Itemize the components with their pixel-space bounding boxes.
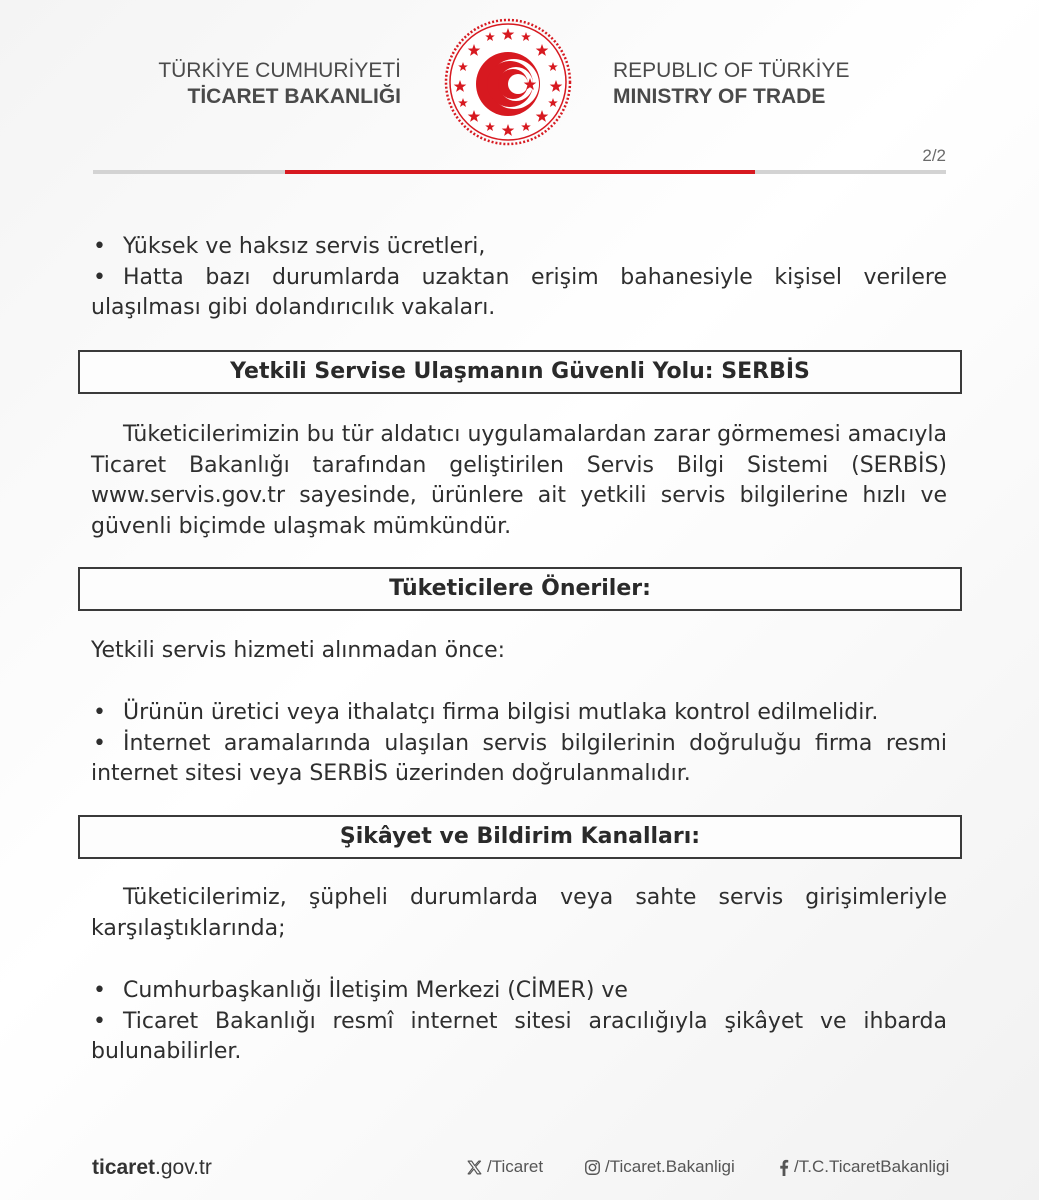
section-serbis-paragraph: Tüketicilerimizin bu tür aldatıcı uygulamalardan zarar görmemesi amacıyla Ticaret Bakanlığı tarafından geliştirilen Servis Bilgi Sistemi (SERBİS) www.servis.gov.tr sayesinde, ürünlere ait yetkili servis bilgilerine hızlı ve güvenli biçimde ulaşmak mümkündür. (91, 422, 947, 539)
facebook-logo-icon (778, 1159, 790, 1176)
header-tr-line2: TİCARET BAKANLIĞI (187, 85, 401, 108)
footer-website-link[interactable] (92, 1156, 212, 1180)
list-item-text: Yüksek ve haksız servis ücretleri, (123, 234, 486, 259)
header-divider-accent (285, 170, 755, 174)
list-item-text: Hatta bazı durumlarda uzaktan erişim bahanesiyle kişisel verilere ulaşılması gibi dolandırıcılık vakaları. (91, 264, 947, 320)
list-item-text: İnternet aramalarında ulaşılan servis bilgilerinin doğruluğu firma resmi internet sitesi veya SERBİS üzerinden doğrulanmalıdır. (91, 730, 947, 786)
list-item (91, 1007, 947, 1068)
ministry-emblem-icon (444, 18, 572, 146)
footer-instagram-handle: /Ticaret.Bakanligi (605, 1157, 735, 1176)
x-logo-icon (466, 1159, 483, 1176)
footer-instagram-link[interactable] (584, 1157, 735, 1177)
footer-website-domain: .gov.tr (155, 1156, 212, 1179)
footer-website-bold: ticaret (92, 1156, 156, 1179)
section-recommendations-lead: Yetkili servis hizmeti alınmadan önce: (91, 638, 506, 663)
list-item (91, 232, 947, 263)
page-indicator: 2/2 (922, 146, 946, 165)
list-item (91, 698, 947, 729)
section-complaints-paragraph: Tüketicilerimiz, şüpheli durumlarda veya sahte servis girişimleriyle karşılaştıklarında; (91, 885, 947, 941)
footer-facebook-link[interactable] (778, 1157, 949, 1177)
page-header (0, 0, 1039, 165)
list-item-text: Cumhurbaşkanlığı İletişim Merkezi (CİMER) ve (123, 978, 628, 1003)
instagram-logo-icon (584, 1159, 601, 1176)
header-en-title (613, 58, 850, 110)
header-en-line1: REPUBLIC OF TÜRKİYE (613, 59, 850, 82)
header-tr-line1: TÜRKİYE CUMHURİYETİ (158, 59, 401, 82)
bullet-icon: • (93, 730, 106, 756)
bullet-icon: • (93, 700, 106, 725)
list-item-text: Ticaret Bakanlığı resmî internet sitesi aracılığıyla şikâyet ve ihbarda bulunabilirler. (91, 1008, 947, 1064)
complaints-bullet-list (91, 976, 947, 1068)
section-title-recommendations: Tüketicilere Öneriler: (78, 567, 962, 611)
list-item-text: Ürünün üretici veya ithalatçı firma bilgisi mutlaka kontrol edilmelidir. (123, 700, 879, 725)
recommendations-bullet-list (91, 698, 947, 790)
section-title-serbis: Yetkili Servise Ulaşmanın Güvenli Yolu: SERBİS (78, 350, 962, 394)
bullet-icon: • (93, 978, 106, 1003)
header-tr-title (158, 58, 401, 110)
footer-facebook-handle: /T.C.TicaretBakanligi (794, 1157, 950, 1176)
list-item (91, 263, 947, 324)
footer-x-handle: /Ticaret (487, 1157, 544, 1176)
list-item (91, 729, 947, 790)
bullet-icon: • (93, 264, 106, 290)
section-title-complaints: Şikâyet ve Bildirim Kanalları: (78, 815, 962, 859)
bullet-icon: • (93, 234, 106, 259)
footer-x-link[interactable] (466, 1157, 543, 1177)
header-en-line2: MINISTRY OF TRADE (613, 85, 826, 108)
bullet-icon: • (93, 1008, 106, 1034)
list-item (91, 976, 947, 1007)
page-footer (0, 1150, 1039, 1190)
intro-bullet-list (91, 232, 947, 324)
